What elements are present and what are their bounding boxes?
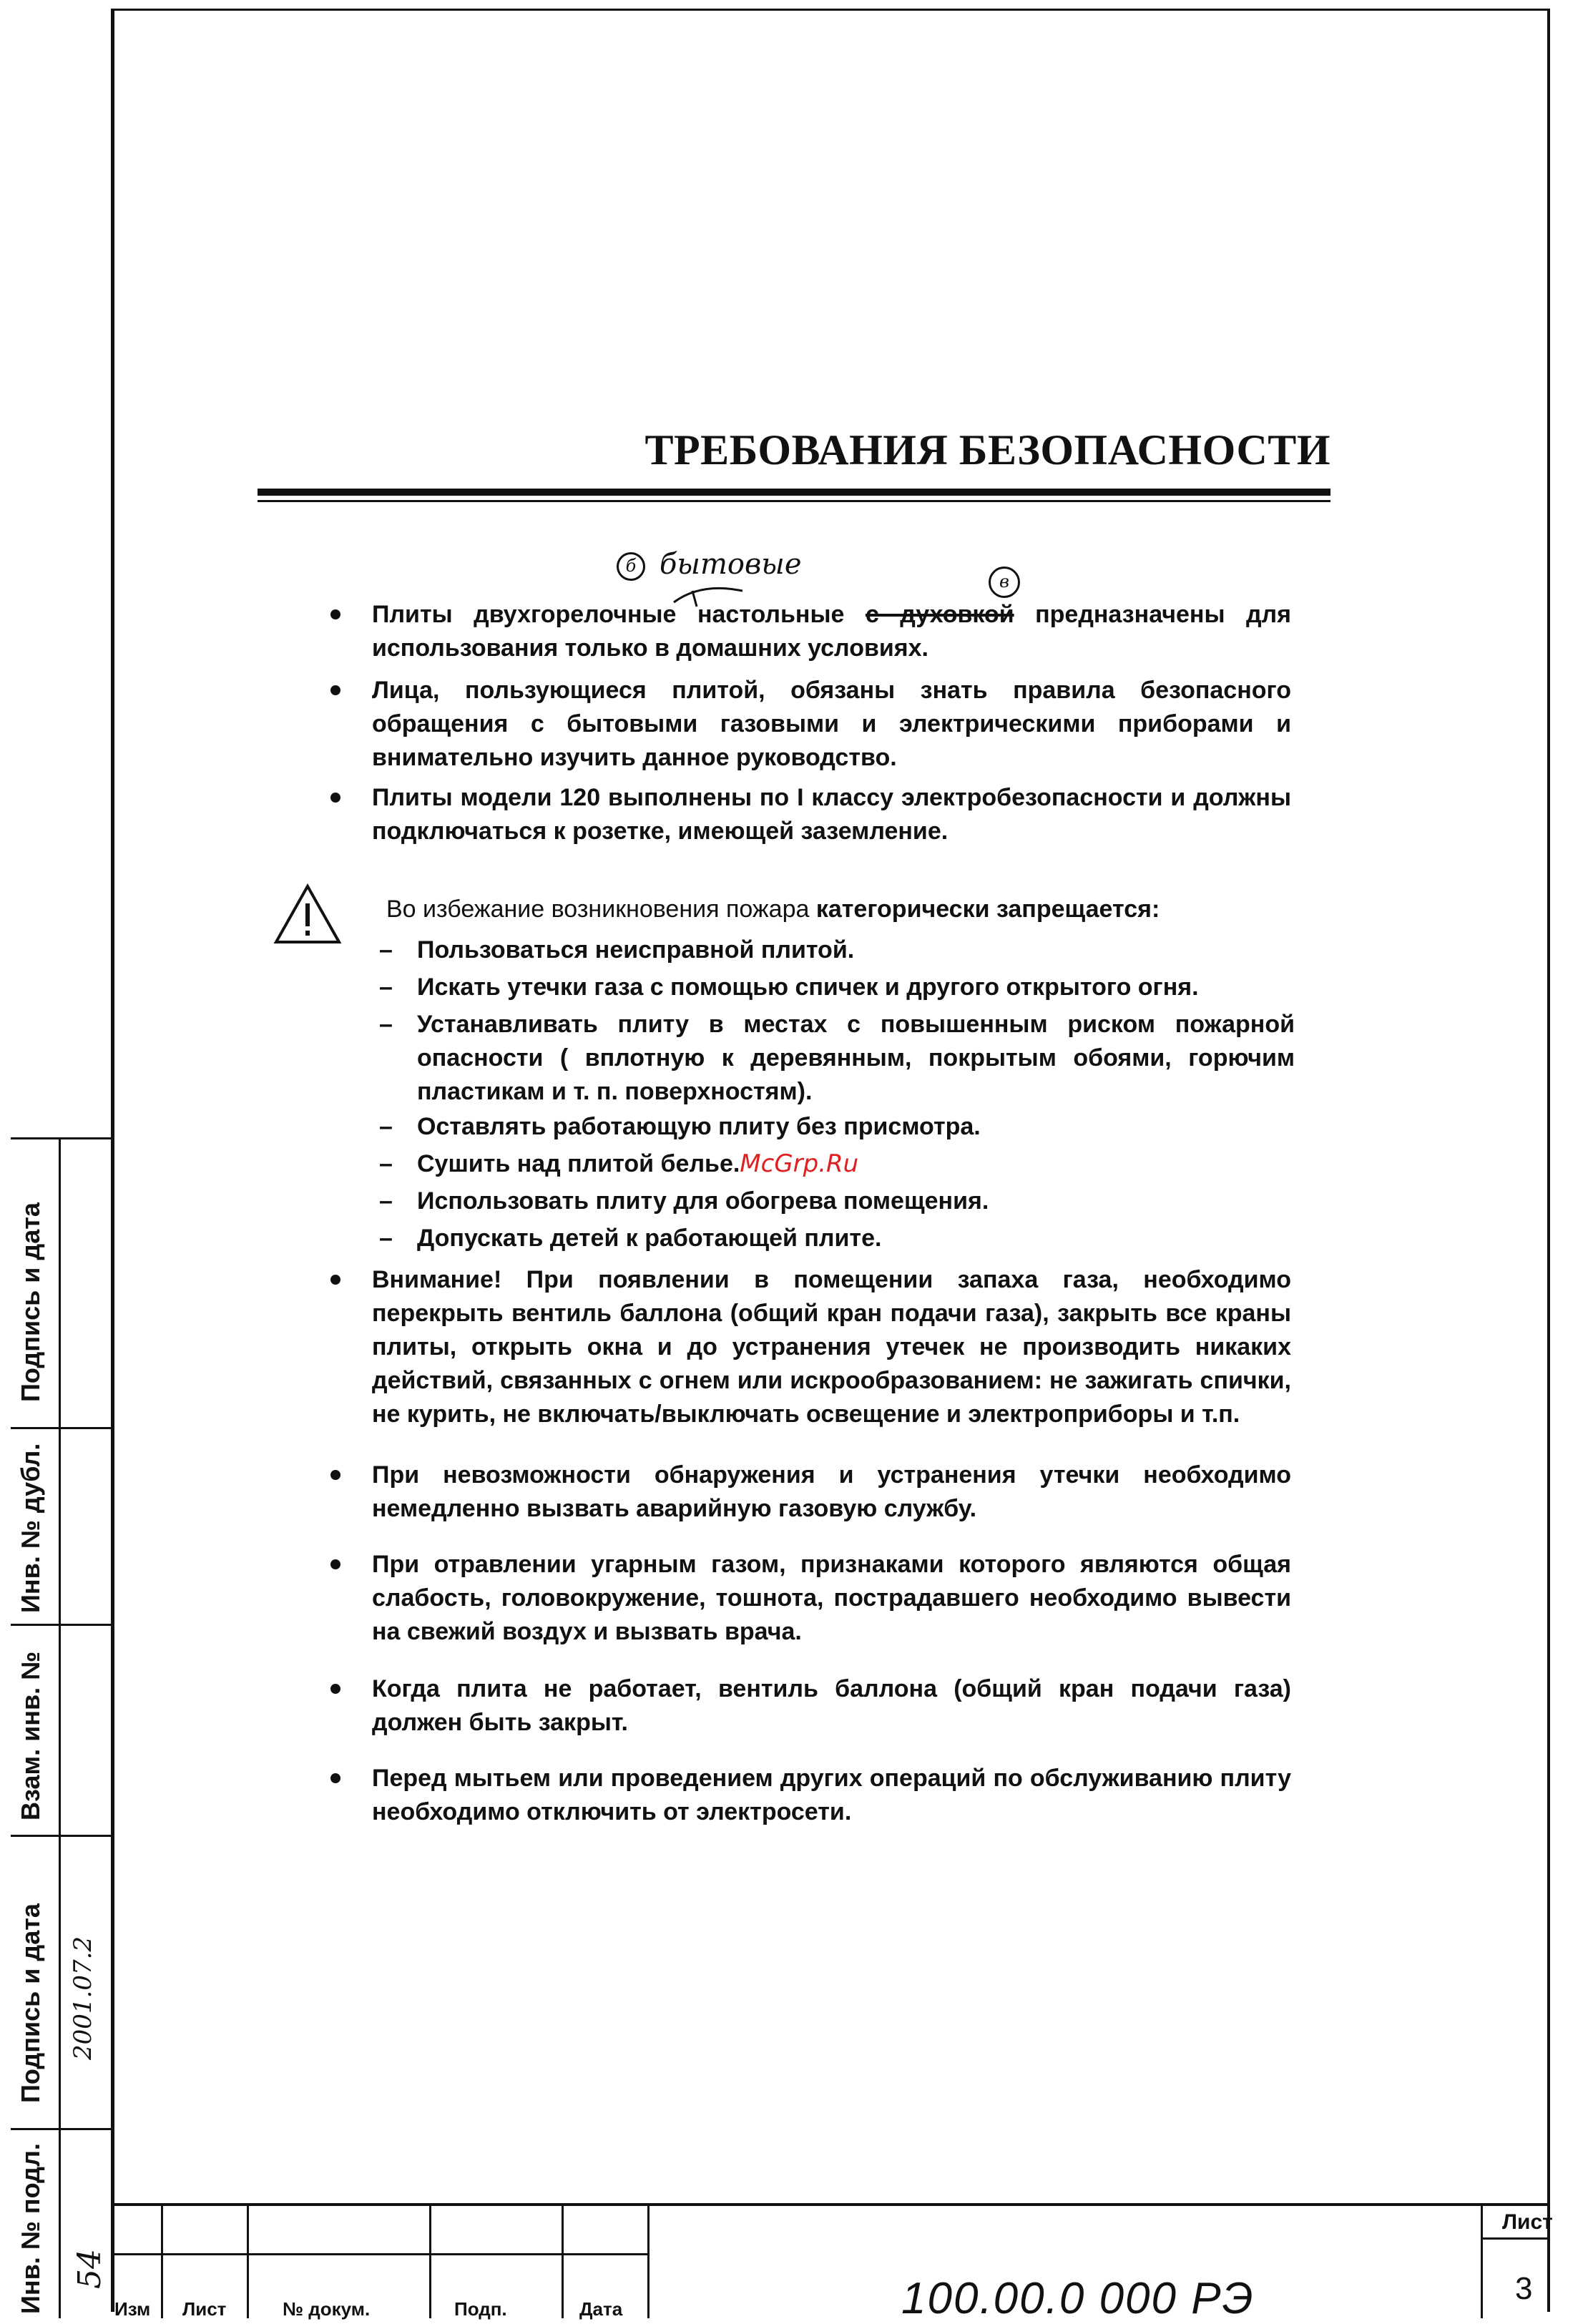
handwritten-circled-b: б	[617, 552, 645, 581]
bullet-valve-closed: Когда плита не работает, вентиль баллона (общий кран подачи газа) должен быть закрыт.	[372, 1675, 1291, 1736]
bullet-electrical-class: Плиты модели 120 выполнены по I классу электробезопасности и должны подключаться к розетке, имеющей заземление.	[372, 784, 1291, 845]
bullet-marker	[330, 1275, 340, 1285]
stamp-col-izm: Изм	[114, 2298, 151, 2320]
side-label-sign-date: Подпись и дата	[16, 1202, 45, 1402]
bullet-marker	[330, 1470, 340, 1480]
warning-triangle-icon	[273, 883, 342, 945]
bullet-call-service: При невозможности обнаружения и устранения утечки необходимо немедленно вызвать аварийную газовую службу.	[372, 1461, 1291, 1522]
bullet-marker	[330, 1684, 340, 1694]
side-strip-line	[11, 2128, 111, 2130]
prohibited-item: – Использовать плиту для обогрева помещения.	[379, 1187, 989, 1215]
side-strip-line	[11, 1624, 111, 1626]
side-label-inv-dubl: Инв. № дубл.	[16, 1443, 45, 1613]
watermark: McGrp.Ru	[740, 1149, 859, 1178]
prohibited-item: – Оставлять работающую плиту без присмотра.	[379, 1113, 981, 1140]
handwritten-circled-v: в	[989, 567, 1020, 598]
attention-paragraph: Внимание! При появлении в помещении запаха газа, необходимо перекрыть вентиль баллона (общий кран подачи газа), закрыть все краны плиты, открыть окна и до устранения утечек не производить никаких действий, связанных с огнем или искрообразованием: не зажигать спички, не курить, не включать/выключать освещение и электроприборы и т.п.	[372, 1266, 1291, 1428]
bullet-co-poisoning: При отравлении угарным газом, признаками которого являются общая слабость, головокружение, тошнота, пострадавшего необходимо вывести на свежий воздух и вызвать врача.	[372, 1551, 1291, 1645]
sheet-number: 3	[1515, 2271, 1533, 2306]
bullet-rules: Лица, пользующиеся плитой, обязаны знать правила безопасного обращения с бытовыми газовыми и электрическими приборами и внимательно изучить данное руководство.	[372, 677, 1291, 771]
bullet-disconnect: Перед мытьем или проведением других операций по обслуживанию плиту необходимо отключить от электросети.	[372, 1765, 1291, 1825]
bullet-marker	[330, 793, 340, 803]
stamp-col-list: Лист	[182, 2298, 227, 2320]
stamp-col-line	[429, 2203, 431, 2318]
stamp-col-line	[647, 2203, 650, 2318]
side-strip-divider	[59, 1137, 61, 2318]
bullet-marker	[330, 1559, 340, 1569]
title-underline-thin	[258, 500, 1330, 502]
prohibited-item: – Искать утечки газа с помощью спичек и другого открытого огня.	[379, 974, 1199, 1001]
side-strip-line	[11, 1835, 111, 1837]
attention-label: Внимание!	[372, 1266, 502, 1293]
bullet-usage: Плиты двухгорелочные настольные с духовкой предназначены для использования только в домашних условиях.	[372, 601, 1291, 662]
handwritten-side-date: 2001.07.2	[69, 1936, 97, 2060]
prohibited-item: – Пользоваться неисправной плитой.	[379, 936, 855, 964]
warning-heading: Во избежание возникновения пожара категорически запрещается:	[386, 896, 1160, 923]
bullet-marker	[330, 1773, 340, 1783]
stamp-col-ndok: № докум.	[283, 2298, 371, 2320]
title-underline-thick	[258, 489, 1330, 496]
stamp-row-line	[111, 2253, 647, 2255]
prohibited-item: – Допускать детей к работающей плите.	[379, 1225, 882, 1252]
side-label-sign-date-2: Подпись и дата	[16, 1903, 45, 2103]
page-title: ТРЕБОВАНИЯ БЕЗОПАСНОСТИ	[644, 426, 1330, 474]
stamp-row-line	[1481, 2237, 1550, 2240]
side-strip-line	[11, 1427, 111, 1429]
stamp-col-data: Дата	[579, 2298, 623, 2320]
bullet-marker	[330, 609, 340, 619]
sheet-label: Лист	[1502, 2210, 1553, 2234]
stamp-col-line	[247, 2203, 249, 2318]
prohibited-item: – Сушить над плитой белье.McGrp.Ru	[379, 1149, 859, 1178]
prohibited-item: – Устанавливать плиту в местах с повышенным риском пожарной опасности ( вплотную к деревянным, покрытым обоями, горючим пластикам и т. п. поверхностям).	[379, 1011, 1295, 1105]
handwritten-side-number: 54	[72, 2249, 108, 2289]
struck-text: с духовкой	[865, 601, 1014, 628]
stamp-top-line	[111, 2203, 1550, 2206]
document-code: 100.00.0 000 РЭ	[901, 2274, 1255, 2323]
side-label-inv-podl: Инв. № подл.	[16, 2143, 45, 2314]
handwritten-bytovye: бытовые	[660, 548, 802, 581]
side-label-vzam-inv: Взам. инв. №	[16, 1651, 45, 1820]
stamp-col-line	[562, 2203, 564, 2318]
stamp-col-line	[1481, 2203, 1483, 2318]
stamp-col-podp: Подп.	[454, 2298, 507, 2320]
stamp-col-line	[161, 2203, 163, 2318]
bullet-marker	[330, 685, 340, 695]
